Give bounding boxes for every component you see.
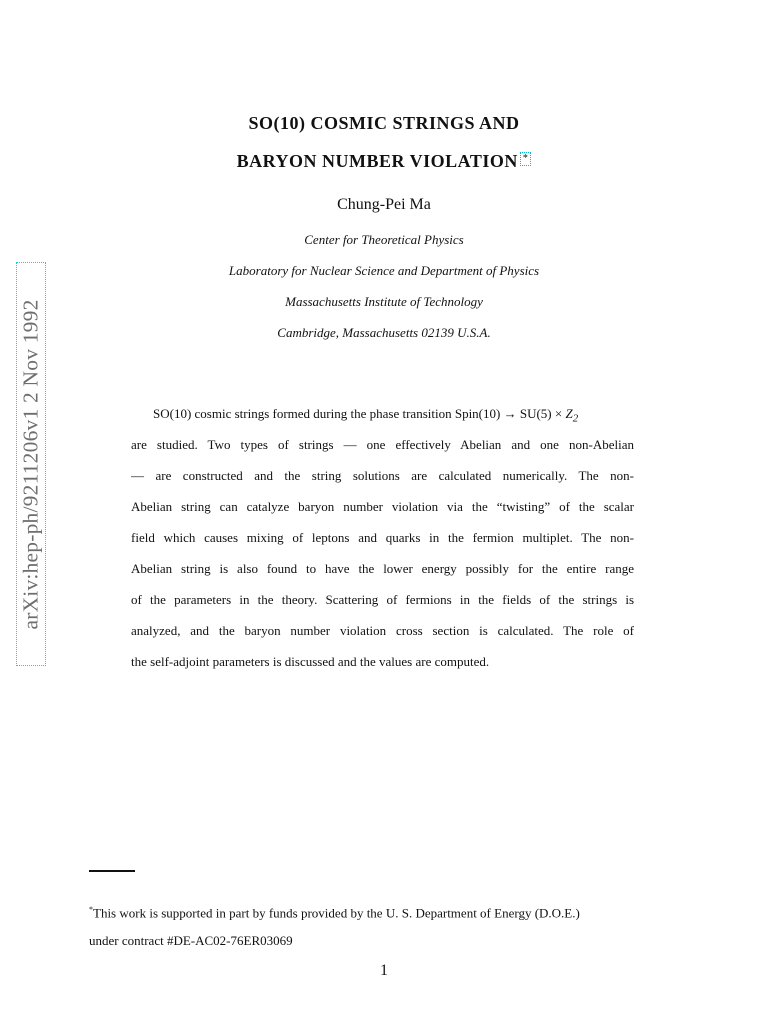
page-number: 1 [380,962,388,979]
abstract-line-3: — are constructed and the string solutions are calculated numerically. The non- [131,468,634,483]
z-symbol: Z [565,406,573,421]
z-subscript: 2 [572,412,579,425]
abstract-line-7: of the parameters in the theory. Scattering of fermions in the fields of the strings is [131,592,634,607]
arxiv-identifier-text: arXiv:hep-ph/9211206v1 2 Nov 1992 [18,298,43,630]
paper-title-line-2 [0,151,768,172]
footnote [89,894,689,956]
abstract-line-8: analyzed, and the baryon number violation cross section is calculated. The role of [131,623,634,638]
z2-symbol [565,406,579,425]
footnote-line-1 [89,894,689,925]
abstract [131,398,634,677]
abstract-line-6: Abelian string is also found to have the lower energy possibly for the entire range [131,561,634,576]
affiliation-line-4: Cambridge, Massachusetts 02139 U.S.A. [277,325,491,340]
title-footnote-link[interactable]: * [520,152,532,166]
footnote-line-1-text: This work is supported in part by funds provided by the U. S. Department of Energy (D.O.E.) [93,905,580,921]
footnote-divider [89,870,135,872]
abstract-line-4: Abelian string can catalyze baryon number violation via the “twisting” of the scalar [131,499,634,514]
footnote-line-2: under contract #DE-AC02-76ER03069 [89,933,293,948]
paper-title-line-2-text: BARYON NUMBER VIOLATION [236,151,518,171]
abstract-line-1 [131,398,634,429]
abstract-line-9: the self-adjoint parameters is discussed and the values are computed. [131,654,490,669]
footnote-marker: * [89,905,93,914]
affiliation-line-3: Massachusetts Institute of Technology [285,294,483,309]
paper-title-line-1: SO(10) COSMIC STRINGS AND [248,113,520,133]
arxiv-identifier-stamp[interactable] [16,262,46,666]
affiliation-line-1: Center for Theoretical Physics [304,232,464,247]
abstract-line-1-text: SO(10) cosmic strings formed during the phase transition Spin(10) → SU(5) × [153,406,563,421]
author-name: Chung-Pei Ma [337,196,431,213]
abstract-line-2: are studied. Two types of strings — one effectively Abelian and one non-Abelian [131,437,634,452]
affiliation-line-2: Laboratory for Nuclear Science and Department of Physics [228,263,540,278]
abstract-line-5: field which causes mixing of leptons and quarks in the fermion multiplet. The non- [131,530,634,545]
